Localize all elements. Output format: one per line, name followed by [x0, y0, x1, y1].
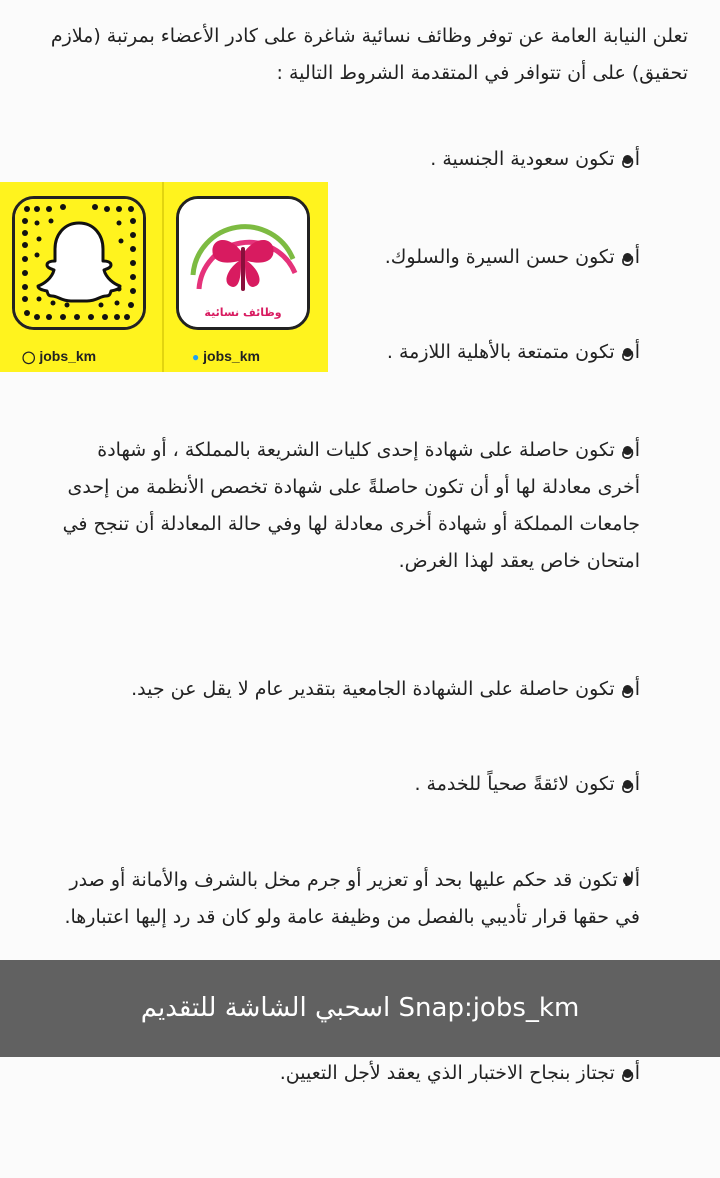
apply-banner[interactable]: اسحبي الشاشة للتقديم Snap:jobs_km — [0, 960, 720, 1057]
badge-divider — [162, 182, 164, 372]
condition-item: أن تكون لائقةً صحياً للخدمة . — [414, 773, 640, 795]
snapchat-handle[interactable]: ◯ jobs_km — [22, 348, 97, 364]
twitter-bird-icon: ● — [192, 350, 200, 364]
condition-item: أن تكون حاصلة على الشهادة الجامعية بتقدير عام لا يقل عن جيد. — [131, 678, 640, 700]
intro-paragraph: تعلن النيابة العامة عن توفر وظائف نسائية شاغرة على كادر الأعضاء بمرتبة (ملازم تحقيق) على أن تتوافر في المتقدمة الشروط التالية : — [50, 25, 688, 84]
condition-item: أن تكون متمتعة بالأهلية اللازمة . — [386, 341, 640, 363]
condition-item: أن تكون حاصلة على شهادة إحدى كليات الشريعة بالمملكة ، أو شهادة أخرى معادلة لها أو أن تكون حاصلةً على شهادة تخصص الأنظمة من إحدى جامعات المملكة أو شهادة أخرى معادلة لها وفي حالة المعادلة أن تنجح في امتحان خاص يعقد لهذا الغرض. — [62, 439, 640, 572]
condition-item: أن تكون سعودية الجنسية . — [430, 148, 640, 170]
snapcode-pattern — [15, 199, 143, 327]
logo-caption: وظائف نسائية — [204, 306, 282, 319]
condition-item: أن تكون حسن السيرة والسلوك. — [384, 246, 640, 268]
twitter-handle[interactable]: ● jobs_km — [192, 348, 260, 364]
social-badge — [0, 182, 328, 372]
ghost-icon: ◯ — [22, 350, 36, 364]
condition-item: ألا تكون قد حكم عليها بحد أو تعزير أو جرم مخل بالشرف والأمانة أو صدر في حقها قرار تأديبي بالفصل من وظيفة عامة ولو كان قد رد إليها اعتبارها. — [64, 869, 640, 928]
snapcode — [12, 196, 146, 330]
brand-logo — [176, 196, 310, 330]
condition-item: أن تجتاز بنجاح الاختبار الذي يعقد لأجل التعيين. — [279, 1062, 640, 1084]
